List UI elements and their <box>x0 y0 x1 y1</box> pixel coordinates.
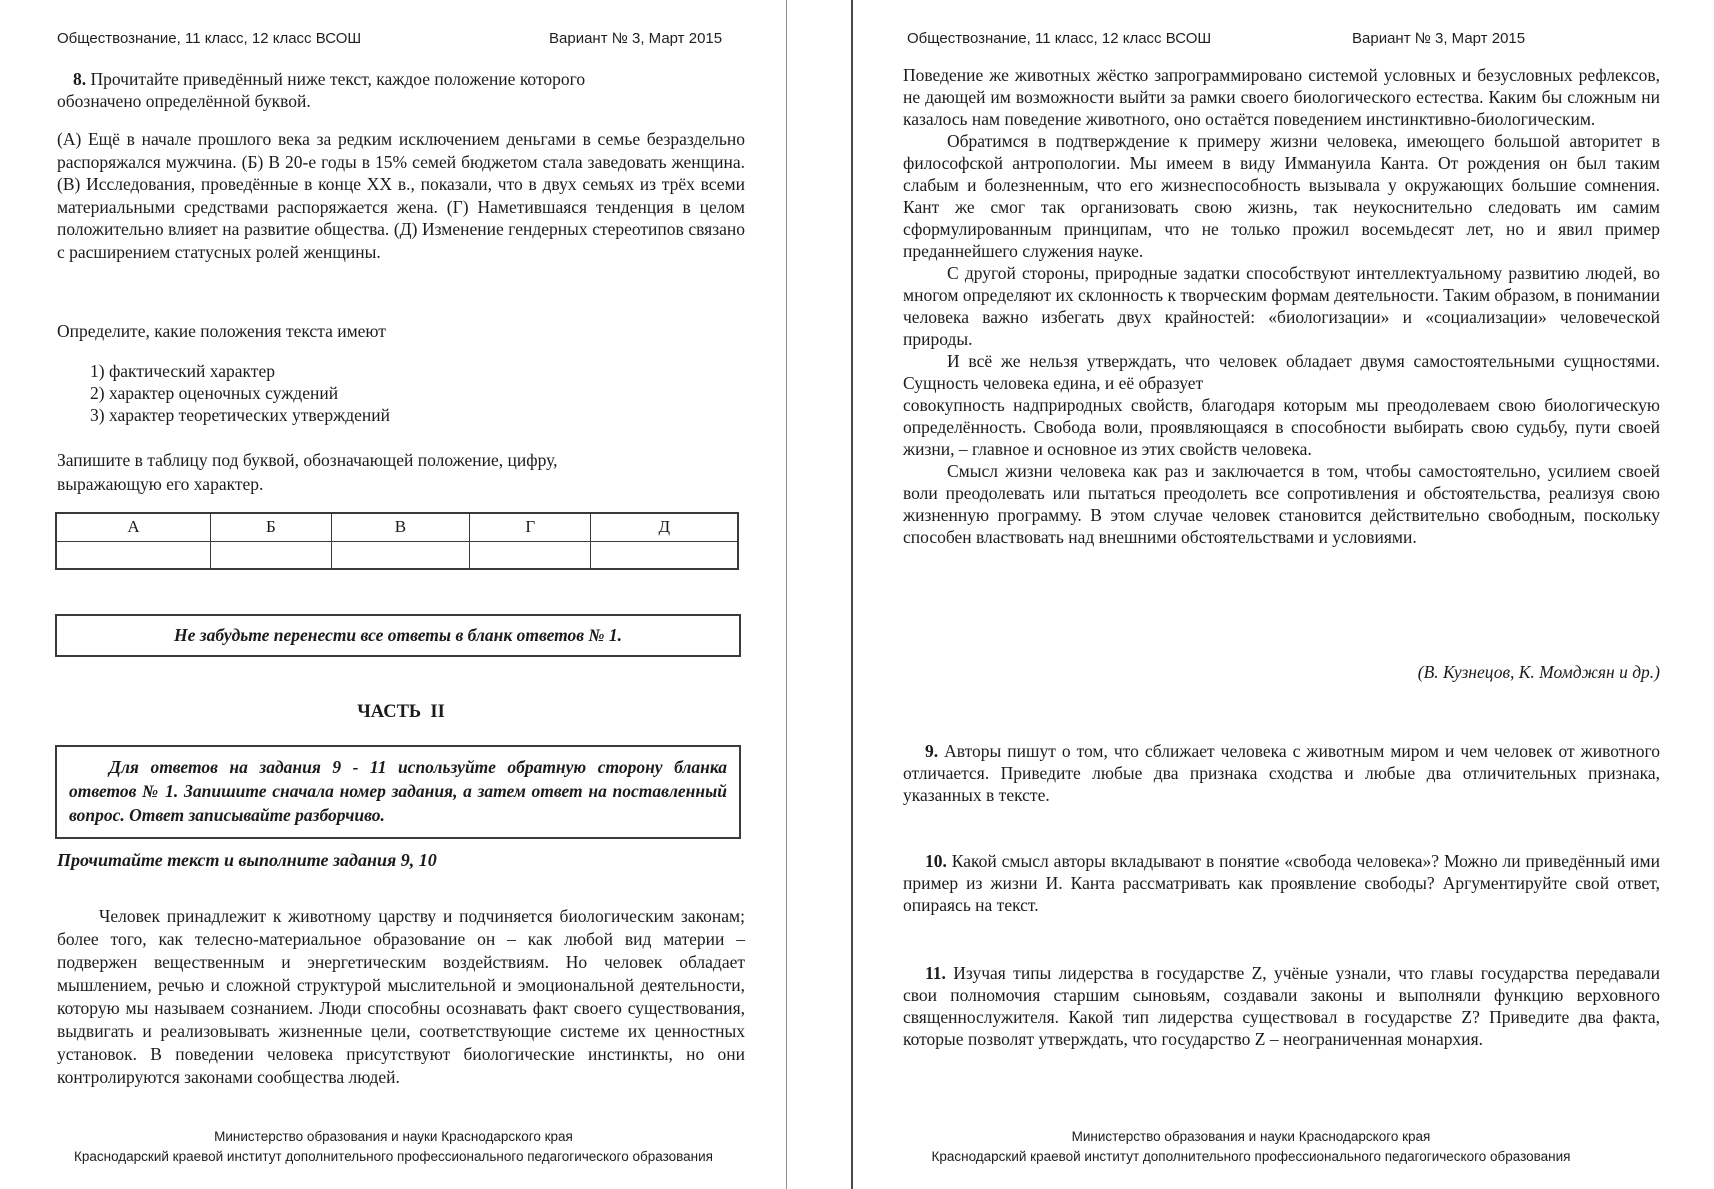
footer-institute: Краснодарский краевой институт дополнительного профессионального педагогического образования <box>73 1149 713 1164</box>
page-header-variant: Вариант № 3, Март 2015 <box>1352 30 1526 47</box>
answer-table-header-a: А <box>56 513 211 541</box>
task8-intro-line2: обозначено определённой буквой. <box>57 91 311 111</box>
footer-institute: Краснодарский краевой институт дополнительного профессионального педагогического образования <box>931 1149 1571 1164</box>
answer-table-header-row <box>56 513 738 541</box>
task8-instruction-line2: выражающую его характер. <box>57 474 264 494</box>
answer-table-empty-row <box>56 541 738 569</box>
answer-table-header-d: Д <box>591 513 738 541</box>
task8-option-2: 2) характер оценочных суждений <box>90 383 339 403</box>
passage-paragraph-kant: Обратимся в подтверждение к примеру жизни человека, имеющего большой авторитет в философской антропологии. Мы имеем в виду Иммануила Канта. От рождения он был таким слабым и болезненным, что его жизнеспособность вызывала у окружающих большие сомнения. Кант же смог так организовать свою жизнь, так неукоснительно следовать им самим сформулированным принципам, что не только прожил восемьдесят лет, но и явил пример преданнейшего служения науке. <box>903 131 1660 261</box>
passage-paragraph-essence <box>903 350 1660 460</box>
answer-table-header-g: Г <box>470 513 591 541</box>
answer-table <box>55 512 739 570</box>
answer-cell-b <box>211 541 332 569</box>
task8-option-3: 3) характер теоретических утверждений <box>90 405 390 425</box>
passage-paragraph-behavior: Поведение же животных жёстко запрограммировано системой условных и безусловных рефлексов, не дающей им возможности выйти за рамки своего биологического естества. Каким бы сложным ни казалось нам поведение животного, оно остаётся поведением инстинктивно-биологическим. <box>903 65 1660 129</box>
passage-essence-part2: совокупность надприродных свойств, благодаря которым мы преодолеваем свою биологическую определённость. Свобода воли, проявляющаяся в способности выбирать свою судьбу, пути своей жизни, – главное и основное из этих свойств человека. <box>903 395 1660 459</box>
task8-table-instruction <box>57 448 745 496</box>
question-9-text: Авторы пишут о том, что сближает человека с животным миром и чем человек от животного отличается. Приведите любые два признака сходства и любые два отличительных признака, указанных в тексте. <box>903 741 1660 805</box>
passage-paragraph-extremes: С другой стороны, природные задатки способствуют интеллектуальному развитию людей, во многом определяют их склонность к творческим формам деятельности. Таким образом, в понимании человека важно избегать двух крайностей: «биологизации» и «социализации» человеческой природы. <box>903 263 1660 349</box>
page-header-subject: Обществознание, 11 класс, 12 класс ВСОШ <box>907 30 1212 47</box>
question-10-text: Какой смысл авторы вкладывают в понятие «свобода человека»? Можно ли приведённый ими пример из жизни И. Канта рассматривать как проявление свободы? Аргументируйте свой ответ, опираясь на текст. <box>903 851 1660 915</box>
page-header-subject: Обществознание, 11 класс, 12 класс ВСОШ <box>57 30 362 47</box>
task8-number: 8. <box>73 69 87 89</box>
task8-intro-line1: Прочитайте приведённый ниже текст, каждое положение которого <box>90 69 586 89</box>
task8-intro <box>57 68 745 112</box>
footer-ministry: Министерство образования и науки Краснодарского края <box>1071 1129 1431 1144</box>
passage-essence-part1: И всё же нельзя утверждать, что человек обладает двумя самостоятельными сущностями. Сущность человека едина, и её образует <box>903 351 1660 393</box>
page-footer <box>0 1127 787 1167</box>
question-11 <box>903 962 1660 1050</box>
passage-paragraph-meaning: Смысл жизни человека как раз и заключается в том, чтобы самостоятельно, усилием своей воли преодолевать или пытаться преодолеть все сопротивления и обстоятельства, реализуя свою жизненную программу. В этом случае человек становится действительно свободным, поскольку способен властвовать над внешними обстоятельствами и условиями. <box>903 461 1660 547</box>
question-9 <box>903 740 1660 806</box>
task8-options <box>90 360 690 426</box>
question-10 <box>903 850 1660 916</box>
page-right <box>788 0 1714 1189</box>
question-9-number: 9. <box>925 741 939 761</box>
transfer-answers-notice: Не забудьте перенести все ответы в бланк ответов № 1. <box>55 614 741 657</box>
task8-determine: Определите, какие положения текста имеют <box>57 321 386 341</box>
answer-cell-v <box>331 541 469 569</box>
question-10-number: 10. <box>925 851 947 871</box>
part2-instructions-box: Для ответов на задания 9 - 11 используйте обратную сторону бланка ответов № 1. Запишите сначала номер задания, а затем ответ на поставленный вопрос. Ответ записывайте разборчиво. <box>55 745 741 839</box>
part2-title: ЧАСТЬ II <box>357 702 445 722</box>
task8-passage: (А) Ещё в начале прошлого века за редким исключением деньгами в семье безраздельно распоряжался мужчина. (Б) В 20-е годы в 15% семей бюджетом стала заведовать женщина. (В) Исследования, проведённые в конце XX в., показали, что в двух семьях из трёх всеми материальными средствами распоряжается жена. (Г) Наметившаяся тенденция в целом положительно влияет на развитие общества. (Д) Изменение гендерных стереотипов связано с расширением статусных ролей женщины. <box>57 129 745 262</box>
reading-passage-part1: Человек принадлежит к животному царству и подчиняется биологическим законам; более того, как телесно-материальное образование он – как любой вид материи – подвержен вещественным и энергетическим воздействиям. Но человек обладает мышлением, речью и сложной структурой мыслительной и эмоциональной деятельности, которую мы называем сознанием. Люди способны осознавать факт своего существования, выдвигать и реализовывать жизненные цели, соответствующие системе их ценностных установок. В поведении человека присутствуют биологические инстинкты, но они контролируются законами сообщества людей. <box>57 906 745 1087</box>
read-text-instruction: Прочитайте текст и выполните задания 9, 10 <box>57 850 437 870</box>
answer-cell-g <box>470 541 591 569</box>
passage-attribution: (В. Кузнецов, К. Момджян и др.) <box>1417 662 1660 682</box>
footer-ministry: Министерство образования и науки Краснодарского края <box>214 1129 573 1144</box>
reading-passage-part2 <box>903 64 1660 548</box>
page-left <box>0 0 787 1189</box>
answer-cell-d <box>591 541 738 569</box>
answer-table-header-v: В <box>331 513 469 541</box>
question-11-number: 11. <box>925 963 946 983</box>
task8-option-1: 1) фактический характер <box>90 361 275 381</box>
question-11-text: Изучая типы лидерства в государстве Z, учёные узнали, что главы государства передавали свои полномочия старшим сыновьям, создавали законы и выполняли функцию верховного священнослужителя. Какой тип лидерства существовал в государстве Z? Приведите два факта, которые позволят утверждать, что государство Z – неограниченная монархия. <box>903 963 1661 1049</box>
page-header-variant: Вариант № 3, Март 2015 <box>549 30 723 47</box>
task8-instruction-line1: Запишите в таблицу под буквой, обозначающей положение, цифру, <box>57 450 558 470</box>
answer-table-header-b: Б <box>211 513 332 541</box>
page-footer <box>788 1127 1714 1167</box>
answer-cell-a <box>56 541 211 569</box>
